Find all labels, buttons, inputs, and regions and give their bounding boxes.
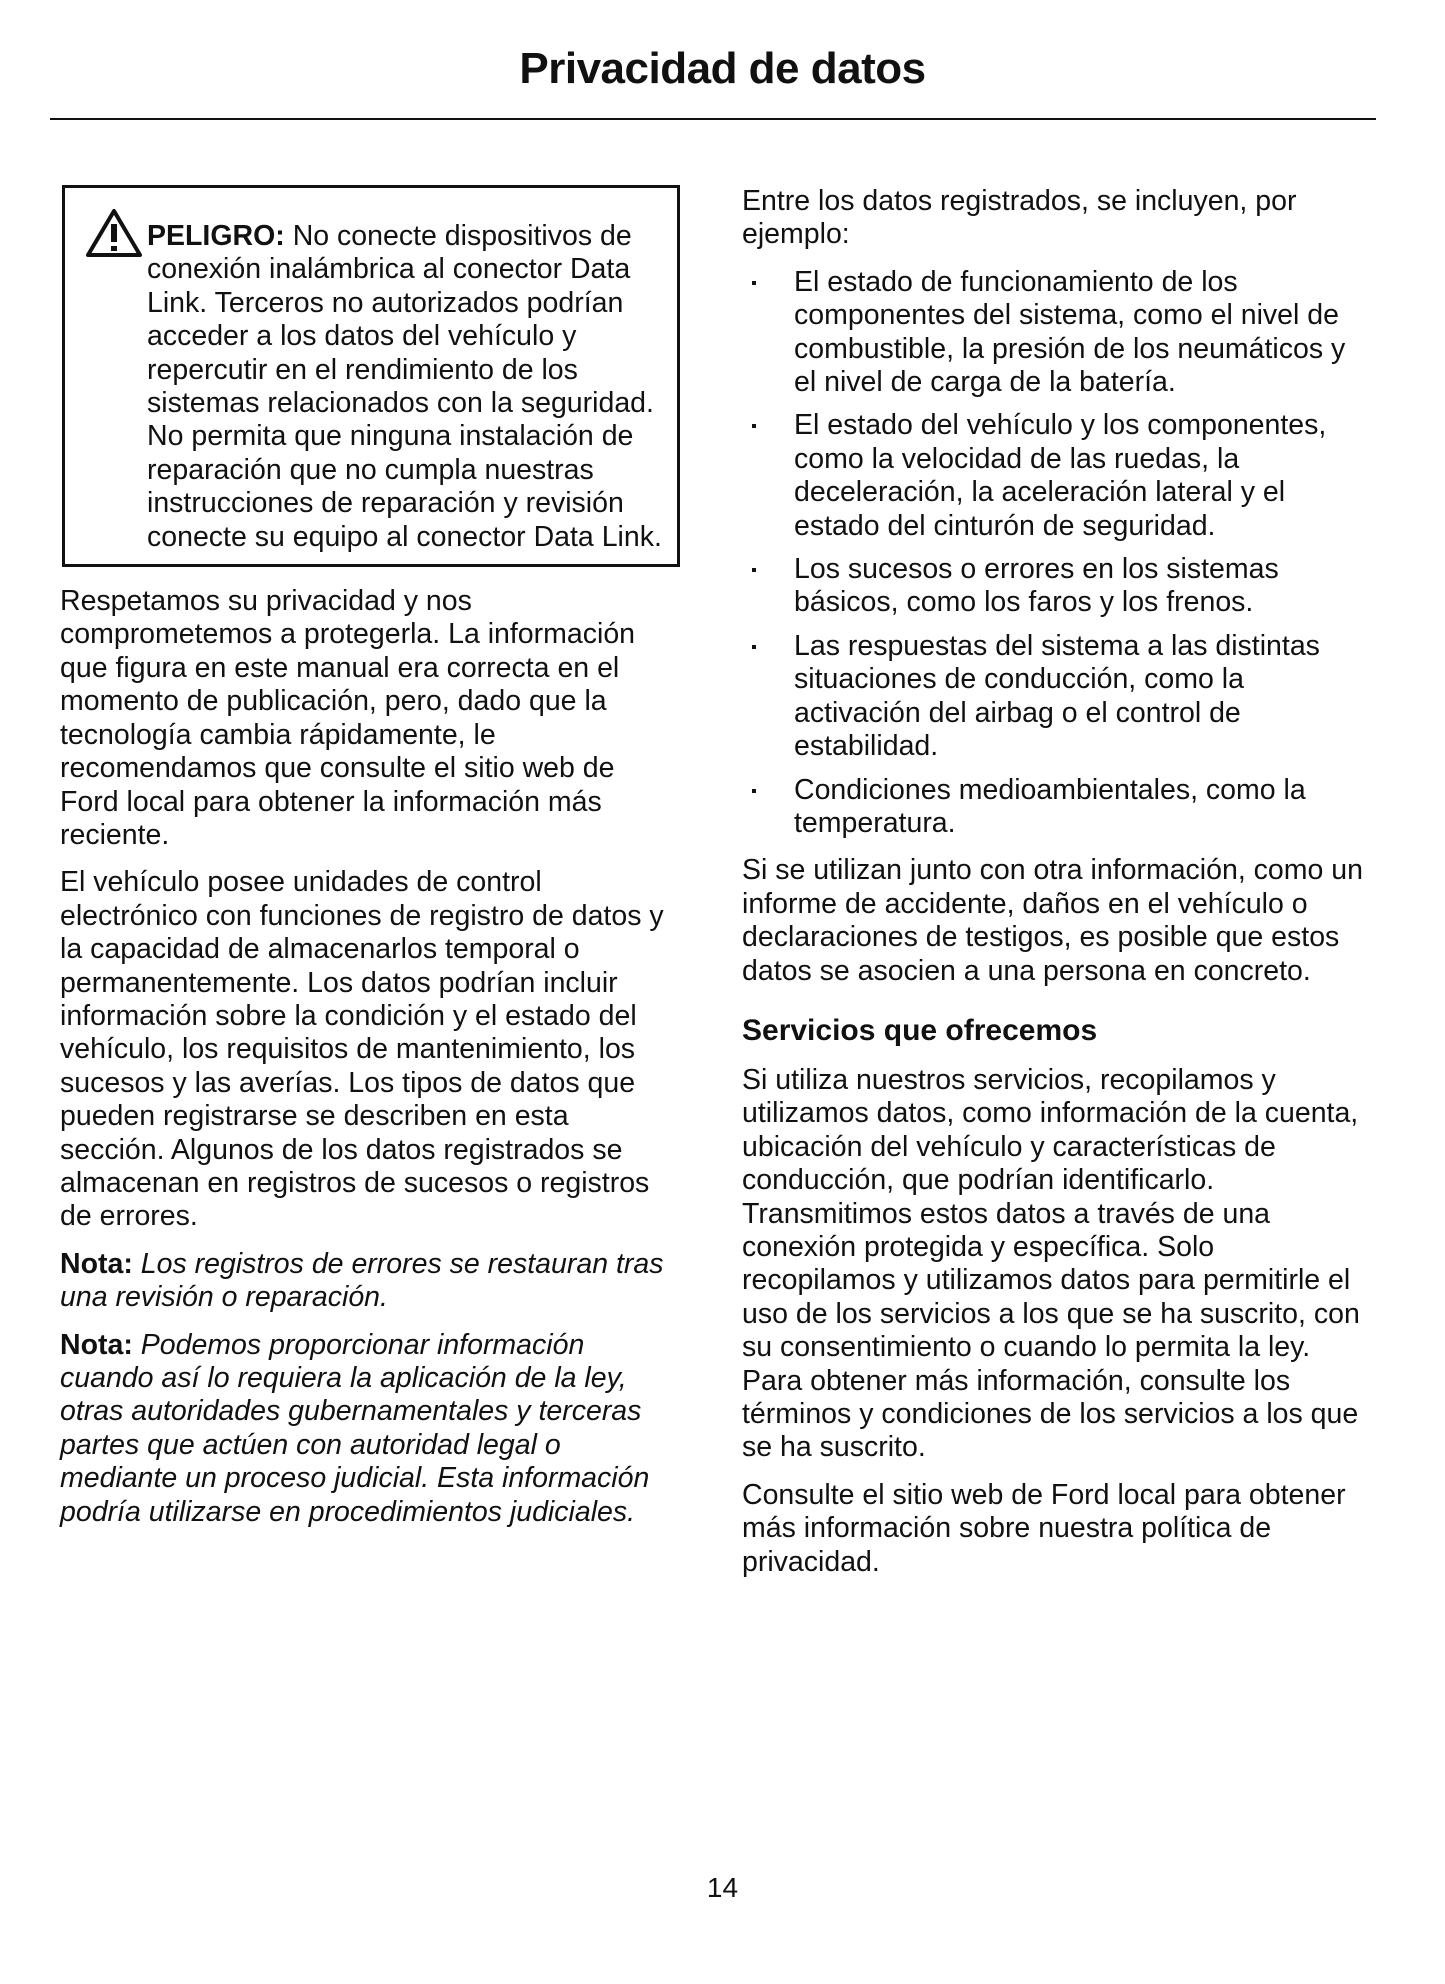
list-item <box>742 266 1372 400</box>
list-item <box>742 553 1372 620</box>
bullet-icon <box>752 789 756 793</box>
bullet-icon <box>752 424 756 428</box>
list-item-text: Condiciones medioambientales, como la temperatura. <box>794 773 1306 839</box>
bullet-icon <box>752 568 756 572</box>
recorded-data-list <box>742 266 1372 841</box>
note-legal <box>60 1329 680 1529</box>
list-item <box>742 630 1372 764</box>
note-text: Podemos proporcionar información cuando así lo requiera la aplicación de la ley, otras autoridades gubernamentales y terceras partes que actúen con autoridad legal o mediante un proceso judicial. Esta información podría utilizarse en procedimientos judiciales. <box>60 1328 650 1528</box>
privacy-intro-paragraph: Respetamos su privacidad y nos comprometemos a protegerla. La información que figura en este manual era correcta en el momento de publicación, pero, dado que la tecnología cambia rápidamente, le recomendamos que consulte el sitio web de Ford local para obtener la información más reciente. <box>60 585 636 851</box>
data-recording-paragraph: El vehículo posee unidades de control electrónico con funciones de registro de datos y la capacidad de almacenarlos temporal o permanentemente. Los datos podrían incluir información sobre la condición y el estado del vehículo, los requisitos de mantenimiento, los sucesos y las averías. Los tipos de datos que pueden registrarse se describen en esta sección. Algunos de los datos registrados se almacenan en registros de sucesos o registros de errores. <box>60 866 664 1233</box>
list-item-text: El estado del vehículo y los componentes, como la velocidad de las ruedas, la deceleración, la aceleración lateral y el estado del cinturón de seguridad. <box>794 409 1327 542</box>
warning-triangle-icon <box>85 208 143 258</box>
left-column <box>60 185 680 1543</box>
list-item <box>742 409 1372 543</box>
note-text: Los registros de errores se restauran tras una revisión o reparación. <box>60 1247 664 1314</box>
note-label: Nota: <box>60 1247 133 1280</box>
section-heading-services: Servicios que ofrecemos <box>742 1013 1098 1047</box>
page-number: 14 <box>706 1872 739 1903</box>
danger-warning-box <box>62 185 680 567</box>
recorded-data-intro: Entre los datos registrados, se incluyen, por ejemplo: <box>742 185 1297 251</box>
danger-label: PELIGRO: <box>147 220 285 252</box>
data-association-paragraph: Si se utilizan junto con otra información, como un informe de accidente, daños en el vehículo o declaraciones de testigos, es posible que estos datos se asocien a una persona en concreto. <box>742 854 1363 987</box>
services-paragraph: Si utiliza nuestros servicios, recopilamos y utilizamos datos, como información de la cuenta, ubicación del vehículo y características de conducción, que podrían identificarlo. Transmitimos estos datos a través de una conexión protegida y específica. Solo recopilamos y utilizamos datos para permitirle el uso de los servicios a los que se ha suscrito, con su consentimiento o cuando lo permita la ley. Para obtener más información, consulte los términos y condiciones de los servicios a los que se ha suscrito. <box>742 1063 1360 1464</box>
right-column <box>742 185 1372 1593</box>
list-item <box>742 774 1372 841</box>
list-item-text: Los sucesos o errores en los sistemas básicos, como los faros y los frenos. <box>794 553 1279 619</box>
privacy-policy-paragraph: Consulte el sitio web de Ford local para obtener más información sobre nuestra política de privacidad. <box>742 1478 1346 1578</box>
bullet-icon <box>752 645 756 649</box>
list-item-text: Las respuestas del sistema a las distintas situaciones de conducción, como la activación del airbag o el control de estabilidad. <box>794 629 1320 763</box>
bullet-icon <box>752 281 756 285</box>
page-title: Privacidad de datos <box>519 44 926 93</box>
note-error-logs <box>60 1248 680 1315</box>
title-divider <box>50 118 1376 120</box>
list-item-text: El estado de funcionamiento de los componentes del sistema, como el nivel de combustible, la presión de los neumáticos y el nivel de carga de la batería. <box>794 265 1346 399</box>
note-label: Nota: <box>60 1328 133 1361</box>
danger-text: No conecte dispositivos de conexión inalámbrica al conector Data Link. Terceros no autorizados podrían acceder a los datos del vehículo y repercutir en el rendimiento de los sistemas relacionados con la seguridad. No permita que ninguna instalación de reparación que no cumpla nuestras instrucciones de reparación y revisión conecte su equipo al conector Data Link. <box>147 220 662 553</box>
